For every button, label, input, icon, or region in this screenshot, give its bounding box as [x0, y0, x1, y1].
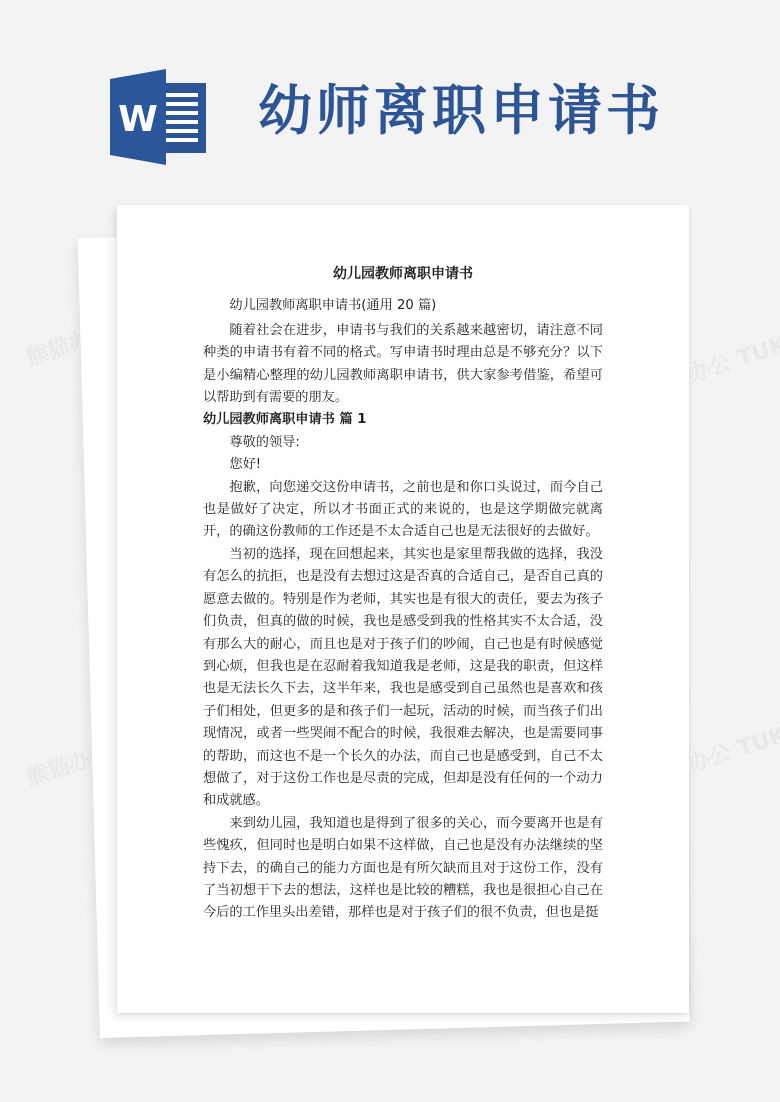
body-paragraph: 当初的选择，现在回想起来，其实也是家里帮我做的选择，我没有怎么的抗拒，也是没有去想过这是否真的合适自己，是否自己真的愿意去做的。特别是作为老师，其实也是有很大的责任，要去为孩子们负责，但真的做的时候，我也是感受到我的性格其实不太合适，没有那么大的耐心，而且也是对于孩子们的吵闹，自己也是有时候感觉到心烦，但我也是在忍耐着我知道我是老师，这是我的职责，但这样也是无法长久下去，这半年来，我也是感受到自己虽然也是喜欢和孩子们相处，但更多的是和孩子们一起玩，活动的时候，而当孩子们出现情况，或者一些哭闹不配合的时候，我很难去解决，也是需要同事的帮助，而这也不是一个长久的办法，而自己也是感受到，自己不太想做了，对于这份工作也是尽责的完成，但却是没有任何的一个动力和成就感。	[203, 546, 603, 809]
intro-paragraph: 随着社会在进步，申请书与我们的关系越来越密切，请注意不同种类的申请书有着不同的格式。写申请书时理由总是不够充分？以下是小编精心整理的幼儿园教师离职申请书，供大家参考借鉴，希望可以帮助到有需要的朋友。	[203, 322, 603, 406]
salutation: 尊敬的领导:	[229, 434, 300, 450]
word-icon	[108, 69, 208, 165]
document-page	[117, 205, 689, 1013]
banner-title: 幼师离职申请书	[258, 78, 664, 142]
section-heading: 幼儿园教师离职申请书 篇 1	[203, 412, 367, 428]
body-paragraph: 抱歉，向您递交这份申请书，之前也是和你口头说过，而今自己也是做好了决定，所以才书面正式的来说的，也是这学期做完就离开，的确这份教师的工作还是不太合适自己也是无法很好的去做好。	[203, 479, 603, 540]
document-subtitle: 幼儿园教师离职申请书(通用 20 篇)	[229, 298, 437, 314]
body-paragraph: 来到幼儿园，我知道也是得到了很多的关心，而今要离开也是有些愧疚，但同时也是明白如果不这样做，自己也是没有办法继续的坚持下去，的确自己的能力方面也是有所欠缺而且对于这份工作，没有了当初想干下去的想法，这样也是比较的糟糕，我也是很担心自己在今后的工作里头出差错，那样也是对于孩子们的很不负责，但也是挺	[203, 815, 603, 921]
banner-header	[0, 0, 780, 200]
document-body	[203, 263, 603, 925]
svg-text:W: W	[118, 99, 158, 140]
document-title: 幼儿园教师离职申请书	[333, 266, 473, 282]
greeting: 您好!	[229, 457, 262, 473]
